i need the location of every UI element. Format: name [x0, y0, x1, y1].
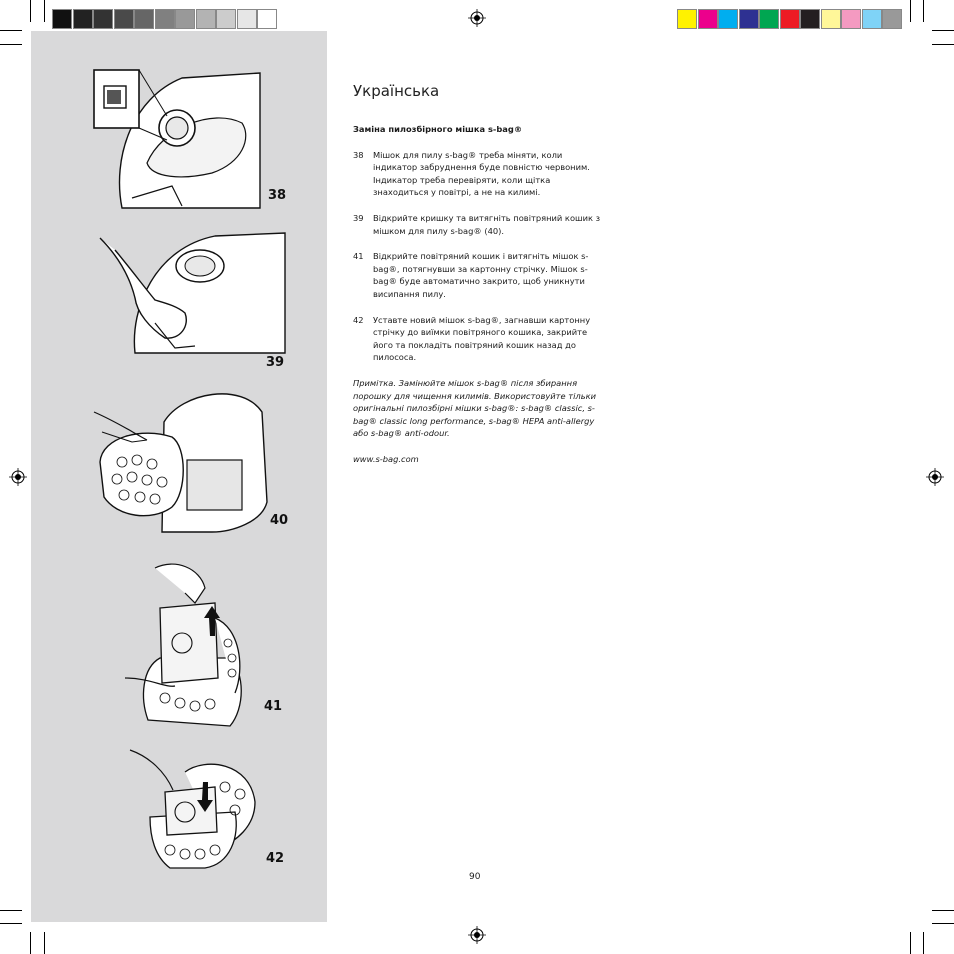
crop-mark	[932, 910, 954, 911]
step-number: 41	[353, 251, 364, 262]
color-swatch	[821, 9, 841, 29]
crop-mark	[44, 0, 45, 22]
figure-40	[92, 382, 272, 534]
color-swatch	[196, 9, 216, 29]
color-swatch	[800, 9, 820, 29]
insert-bag-illustration	[125, 742, 260, 872]
step-number: 38	[353, 149, 364, 160]
instructions	[353, 123, 603, 465]
color-swatch	[698, 9, 718, 29]
crop-mark	[0, 30, 22, 31]
crop-mark	[0, 923, 22, 924]
step-text: Відкрийте кришку та витягніть повітряний кошик з мішком для пилу s-bag® (40).	[373, 212, 601, 236]
crop-mark	[932, 44, 954, 45]
color-swatch	[52, 9, 72, 29]
vacuum-indicator-illustration	[92, 68, 262, 210]
figure-number: 39	[266, 355, 285, 370]
step-text: Уставте новий мішок s-bag®, загнавши картонну стрічку до виїмки повітряного кошика, закрийте його та покладіть повітряний кошик назад до пилососа.	[373, 314, 591, 363]
crop-mark	[44, 932, 45, 954]
note: Примітка. Замінюйте мішок s-bag® після збирання порошку для чищення килимів. Використовуйте тільки оригінальні пилозбірні мішки s-bag®: s-bag® classic, s-bag® classic long performance, s-bag® HEPA anti-allergy або s-bag® anti-odour.	[353, 377, 596, 439]
color-swatch	[155, 9, 175, 29]
figure-42	[125, 742, 260, 872]
figure-38	[92, 68, 262, 210]
step-number: 39	[353, 212, 364, 223]
step-text: Мішок для пилу s-bag® треба міняти, коли індикатор забруднення буде повністю червоним. Індикатор треба перевіряти, коли щітка знаходиться у повітрі, а не на килимі.	[373, 149, 590, 198]
figure-number: 41	[264, 699, 283, 714]
color-swatch	[257, 9, 277, 29]
registration-mark-icon	[468, 9, 486, 27]
registration-mark-icon	[9, 468, 27, 486]
color-swatch	[739, 9, 759, 29]
crop-mark	[910, 0, 911, 22]
figure-number: 42	[266, 851, 285, 866]
crop-mark	[923, 0, 924, 22]
page-number: 90	[469, 872, 481, 882]
crop-mark	[0, 44, 22, 45]
color-swatch	[73, 9, 93, 29]
remove-bag-illustration	[120, 548, 250, 734]
figure-number: 38	[268, 188, 287, 203]
color-swatch	[175, 9, 195, 29]
grayscale-color-bar	[52, 9, 278, 30]
figure-39	[95, 228, 290, 356]
crop-mark	[30, 0, 31, 22]
color-swatch	[759, 9, 779, 29]
color-swatch	[93, 9, 113, 29]
color-swatch	[882, 9, 902, 29]
crop-mark	[923, 932, 924, 954]
color-swatch	[841, 9, 861, 29]
step-item	[353, 212, 603, 237]
language-title: Українська	[353, 82, 440, 100]
step-item	[353, 149, 603, 199]
registration-mark-icon	[468, 926, 486, 944]
process-color-bar	[677, 9, 903, 30]
step-number: 42	[353, 314, 364, 325]
figure-41	[120, 548, 250, 734]
website-link[interactable]: www.s-bag.com	[353, 453, 419, 464]
step-text: Відкрийте повітряний кошик і витягніть мішок s-bag®, потягнувши за картонну стрічку. Мішок s-bag® буде автоматично закрито, щоб уникнути висипання пилу.	[373, 251, 589, 299]
color-swatch	[718, 9, 738, 29]
section-heading: Заміна пилозбірного мішка s-bag®	[353, 124, 523, 134]
crop-mark	[910, 932, 911, 954]
color-swatch	[862, 9, 882, 29]
color-swatch	[114, 9, 134, 29]
crop-mark	[30, 932, 31, 954]
color-swatch	[216, 9, 236, 29]
crop-mark	[932, 923, 954, 924]
registration-mark-icon	[926, 468, 944, 486]
remove-basket-illustration	[92, 382, 272, 534]
crop-mark	[0, 910, 22, 911]
step-item	[353, 250, 603, 300]
color-swatch	[237, 9, 257, 29]
crop-mark	[932, 30, 954, 31]
color-swatch	[780, 9, 800, 29]
color-swatch	[134, 9, 154, 29]
open-lid-illustration	[95, 228, 290, 356]
figure-number: 40	[270, 513, 289, 528]
color-swatch	[677, 9, 697, 29]
step-item	[353, 314, 603, 364]
